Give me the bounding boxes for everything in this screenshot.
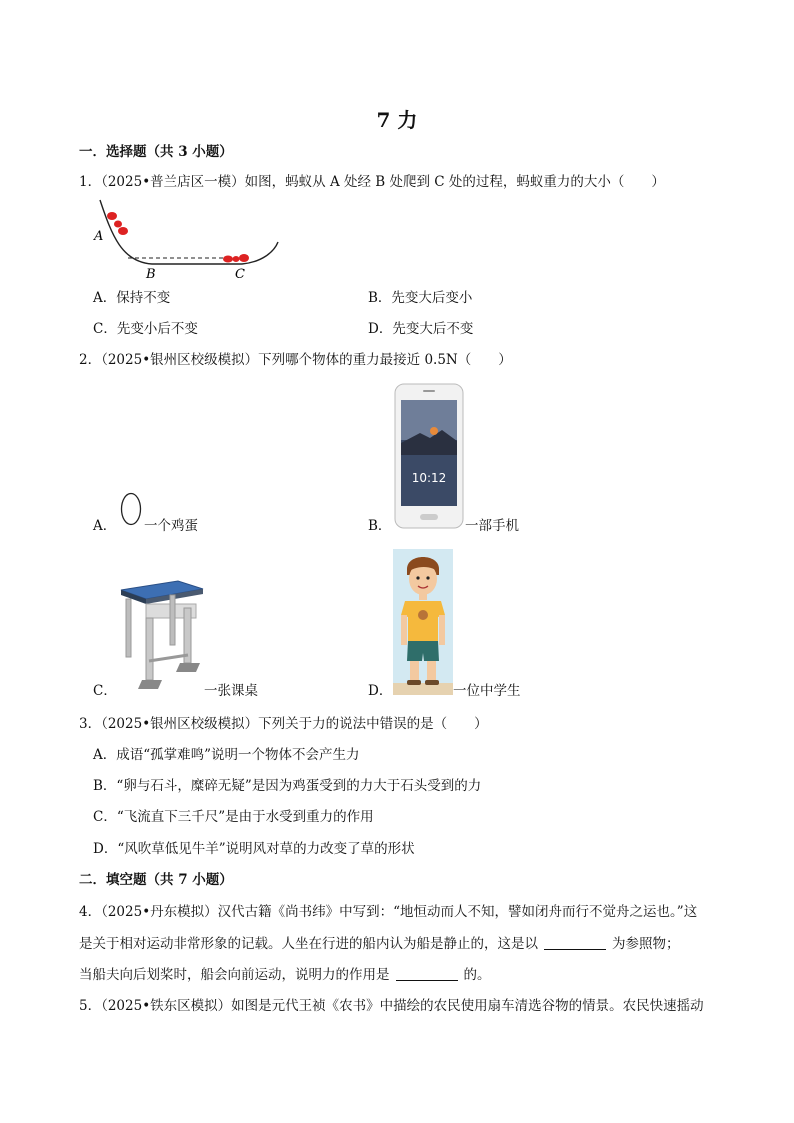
section-heading-choice: 一．选择题（共 3 小题） xyxy=(79,144,233,160)
fig-label-b: B xyxy=(146,267,156,282)
phone-clock: 10:12 xyxy=(411,471,447,485)
answer-blank-1[interactable] xyxy=(544,935,606,950)
egg-image xyxy=(120,492,142,526)
q3-option-b: B．“卵与石斗，糜碎无疑”是因为鸡蛋受到的力大于石头受到的力 xyxy=(93,778,482,794)
question-2-stem: 2．（2025•银州区校级模拟）下列哪个物体的重力最接近 0.5N（ ） xyxy=(79,352,512,368)
question-4-line-2 xyxy=(79,935,680,953)
q4-line2-after: 为参照物； xyxy=(612,936,680,952)
fig-label-c: C xyxy=(235,267,245,282)
q4-line3-after: 的。 xyxy=(463,967,491,983)
question-4-line-3 xyxy=(79,966,491,984)
question-1-stem: 1．（2025•普兰店区一模）如图，蚂蚁从 A 处经 B 处爬到 C 处的过程，蚂蚁重力的大小（ ） xyxy=(79,174,665,190)
question-3-stem: 3．（2025•银州区校级模拟）下列关于力的说法中错误的是（ ） xyxy=(79,716,488,732)
q1-option-c: C．先变小后不变 xyxy=(93,321,198,337)
q3-option-d: D．“风吹草低见牛羊”说明风对草的力改变了草的形状 xyxy=(93,841,415,857)
q2-option-d-text: 一位中学生 xyxy=(453,683,521,699)
student-image xyxy=(393,549,453,695)
q2-option-d-letter: D． xyxy=(368,683,393,699)
q2-option-a-letter: A． xyxy=(93,518,117,534)
q2-option-b-letter: B． xyxy=(368,518,392,534)
ant-track-figure xyxy=(92,196,282,282)
ant-icon-c xyxy=(223,254,249,263)
q3-option-c: C．“飞流直下三千尺”是由于水受到重力的作用 xyxy=(93,809,374,825)
q4-line2-before: 是关于相对运动非常形象的记载。人坐在行进的船内认为船是静止的，这是以 xyxy=(79,936,538,952)
q3-option-a: A．成语“孤掌难鸣”说明一个物体不会产生力 xyxy=(93,747,360,763)
desk-image xyxy=(118,577,206,695)
page-title: 7 力 xyxy=(376,108,418,132)
q2-option-c-letter: C． xyxy=(93,683,117,699)
question-5-line-1: 5．（2025•铁东区模拟）如图是元代王祯《农书》中描绘的农民使用扇车清选谷物的情景。农民快速摇动 xyxy=(79,998,704,1014)
q1-option-a: A．保持不变 xyxy=(93,290,171,306)
q1-option-d: D．先变大后不变 xyxy=(368,321,474,337)
fig-label-a: A xyxy=(94,229,104,244)
question-4-line-1: 4．（2025•丹东模拟）汉代古籍《尚书纬》中写到：“地恒动而人不知，譬如闭舟而行不觉舟之运也。”这 xyxy=(79,904,698,920)
q1-option-b: B．先变大后变小 xyxy=(368,290,473,306)
phone-image xyxy=(394,383,464,529)
ant-icon-a xyxy=(107,212,128,235)
q2-option-b-text: 一部手机 xyxy=(465,518,519,534)
q2-option-c-text: 一张课桌 xyxy=(204,683,258,699)
q4-line3-before: 当船夫向后划桨时，船会向前运动，说明力的作用是 xyxy=(79,967,390,983)
section-heading-fill: 二．填空题（共 7 小题） xyxy=(79,872,233,888)
q2-option-a-text: 一个鸡蛋 xyxy=(144,518,198,534)
answer-blank-2[interactable] xyxy=(396,966,458,981)
